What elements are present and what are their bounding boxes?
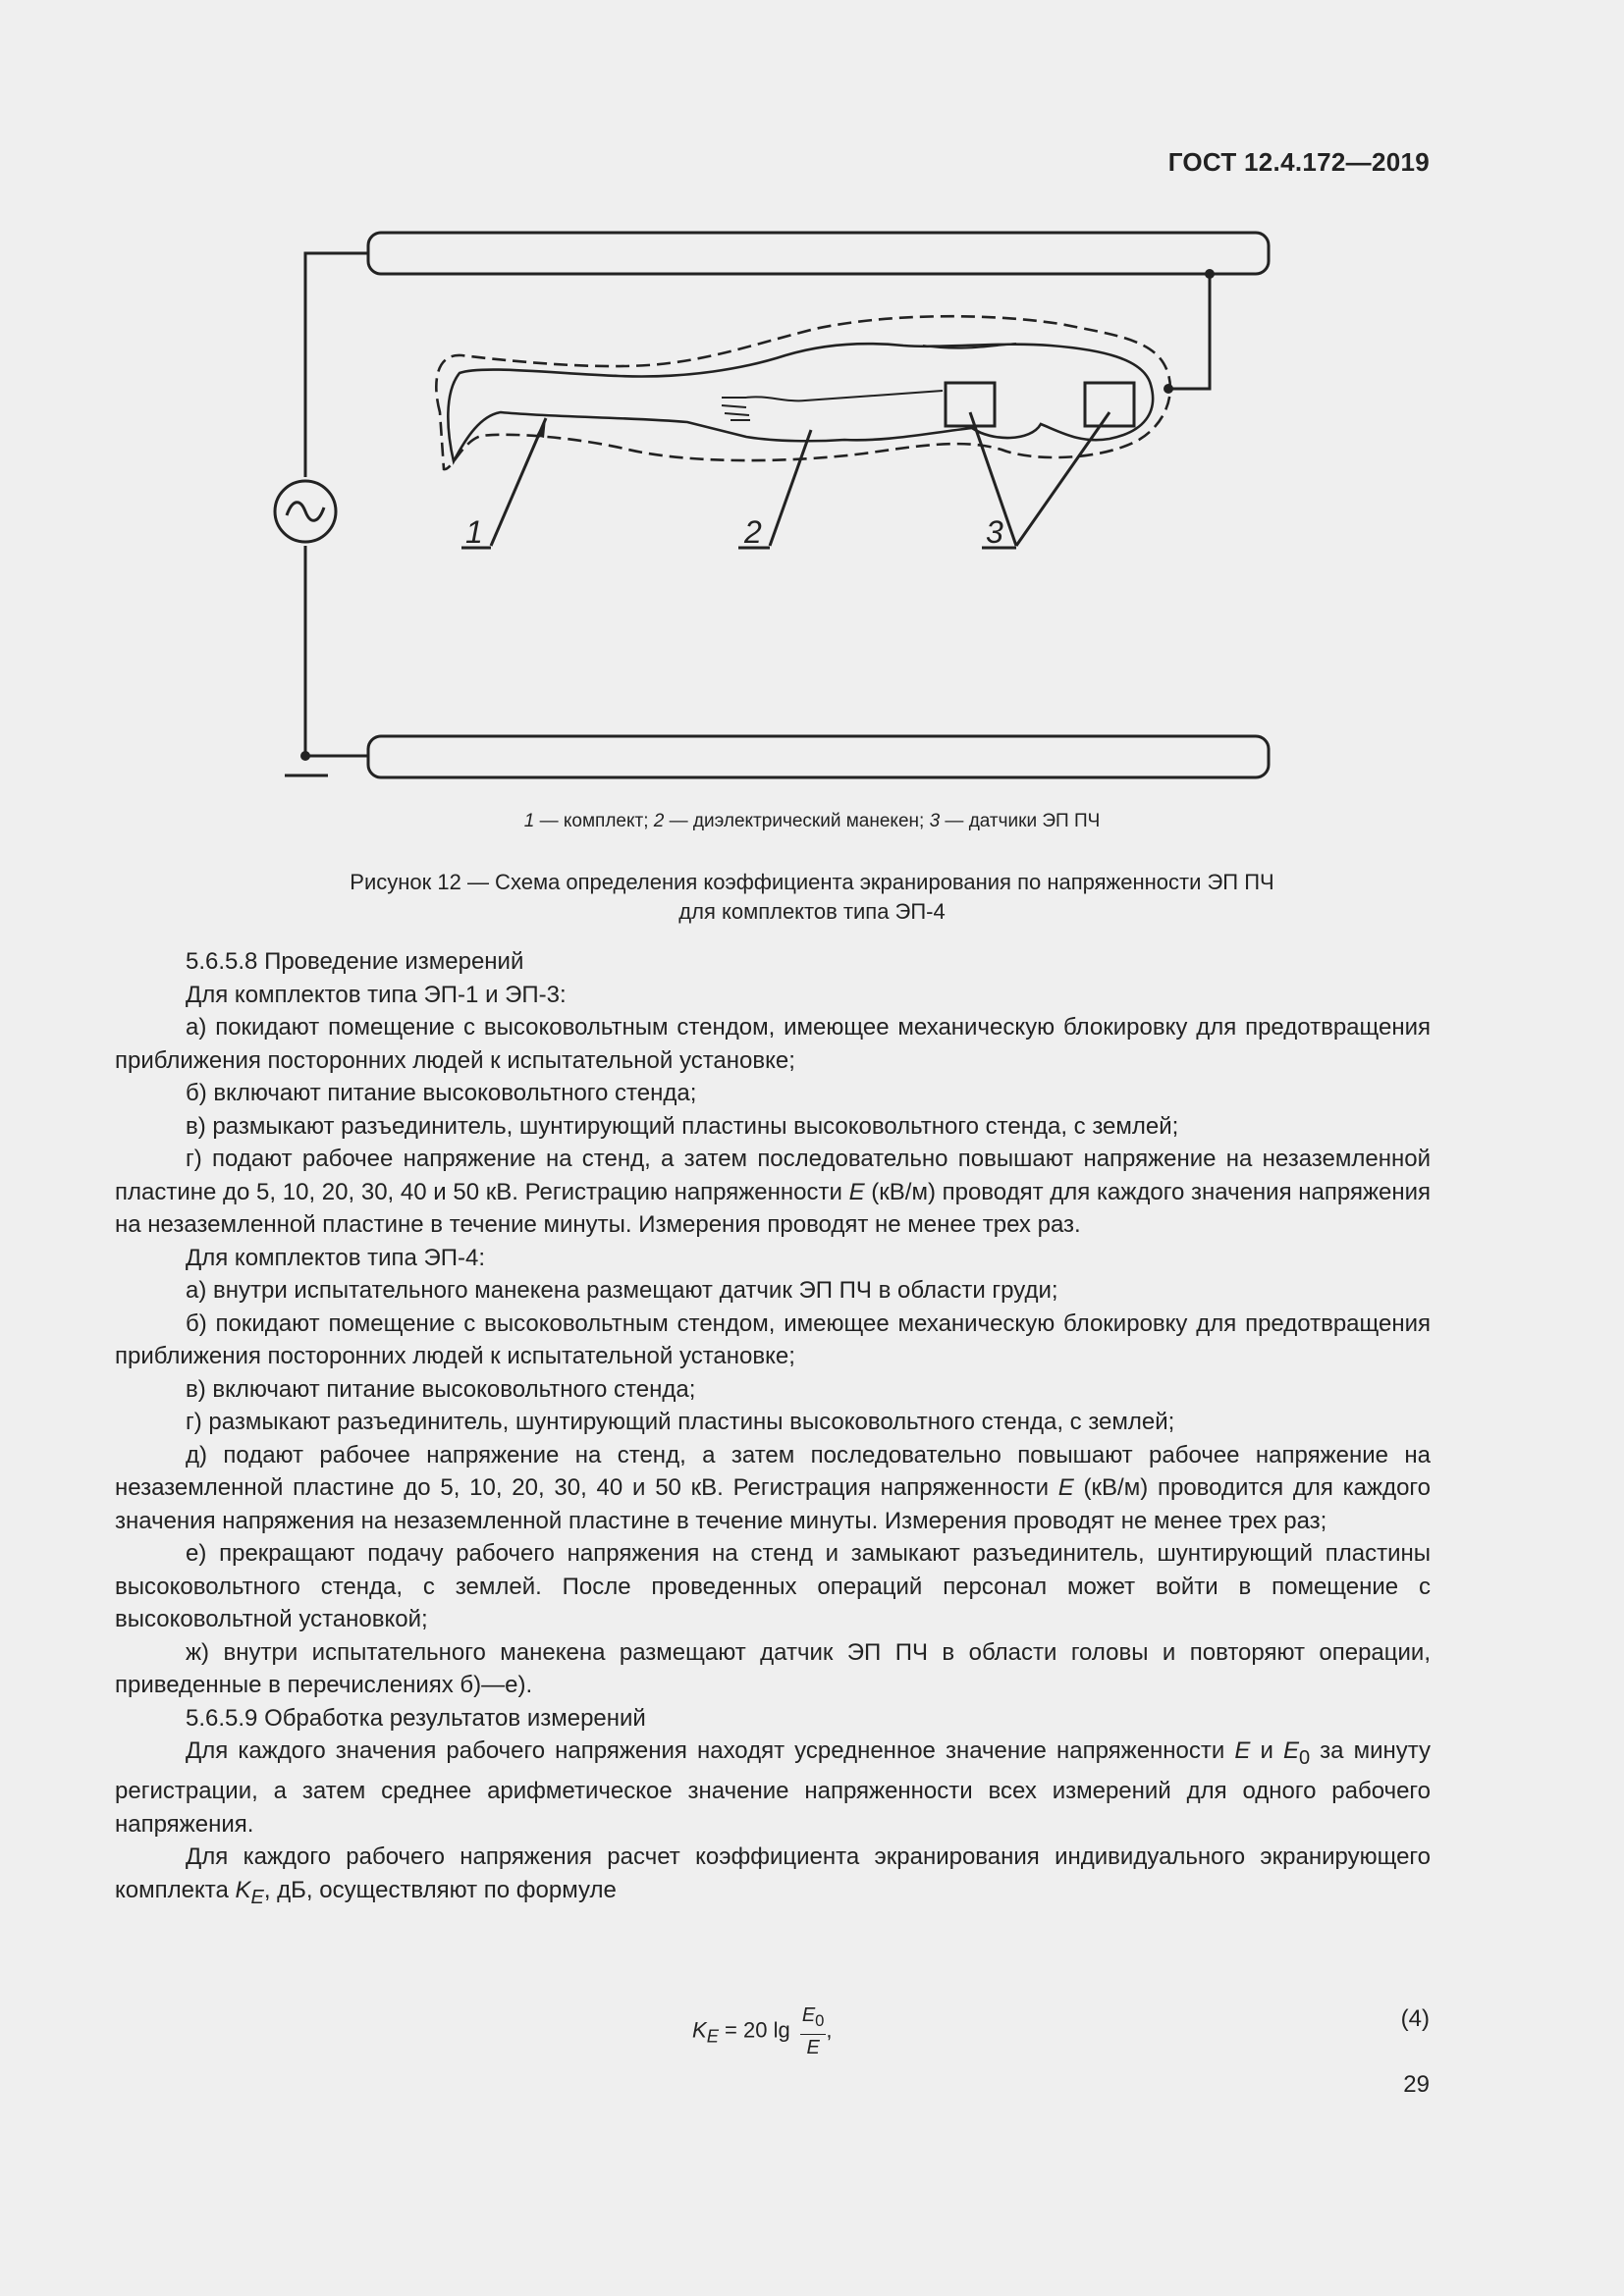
list-item: б) покидают помещение с высоковольтным стендом, имеющее механическую блокировку для предотвращения приближения посторонних людей к испытательной установке; (115, 1309, 1431, 1369)
sensor-head (1085, 383, 1134, 426)
list-item: в) размыкают разъединитель, шунтирующий пластины высоковольтного стенда, с землей; (186, 1112, 1179, 1140)
right-wire (1168, 274, 1210, 389)
figure-12-diagram (0, 0, 1624, 805)
list-item: в) включают питание высоковольтного стенда; (186, 1375, 696, 1403)
list-item: ж) внутри испытательного манекена размещают датчик ЭП ПЧ в области головы и повторяют операции, приведенные в перечислениях б)—е). (115, 1638, 1431, 1698)
sensor-chest (946, 383, 995, 426)
figure-title: Рисунок 12 — Схема определения коэффициента экранирования по напряженности ЭП ПЧ для комплектов типа ЭП-4 (350, 870, 1274, 924)
bottom-plate (368, 736, 1269, 777)
list-item: а) внутри испытательного манекена размещают датчик ЭП ПЧ в области груди; (186, 1277, 1058, 1304)
left-wire-lower (305, 546, 368, 756)
section-heading-5-6-5-9: 5.6.5.9 Обработка результатов измерений (186, 1704, 646, 1732)
figure-legend: 1 — комплект; 2 — диэлектрический манекен; 3 — датчики ЭП ПЧ (523, 811, 1101, 831)
equation-number: (4) (1400, 2005, 1430, 2032)
paragraph: Для комплектов типа ЭП-4: (186, 1244, 486, 1271)
suit-outline (436, 316, 1170, 469)
body-text (115, 945, 1431, 1914)
left-wire (305, 253, 368, 477)
list-item: г) размыкают разъединитель, шунтирующий пластины высоковольтного стенда, с землей; (186, 1409, 1175, 1435)
callout-2: 2 (744, 514, 762, 550)
paragraph: Для каждого значения рабочего напряжения находят усредненное значение напряженности E и $E_0$ за минуту регистрации, а затем среднее арифметическое значение напряженности всех измерений для одного рабочего напряжения. (115, 1737, 1432, 1838)
paragraph: Для комплектов типа ЭП-1 и ЭП-3: (186, 981, 567, 1008)
list-item: г) подают рабочее напряжение на стенд, а затем последовательно повышают напряжение на незаземленной пластине до 5, 10, 20, 30, 40 и 50 кВ. Регистрацию напряженности E (кВ/м) проводят для каждого значения напряжения на незаземленной пластине в течение минуты. Измерения проводят не менее трех раз. (115, 1146, 1432, 1238)
callout-1: 1 (465, 514, 483, 550)
paragraph: Для каждого рабочего напряжения расчет коэффициента экранирования индивидуального экранирующего комплекта $K_E$, дБ, осуществляют по формуле (115, 1843, 1431, 1908)
document-header: ГОСТ 12.4.172—2019 (1167, 147, 1430, 177)
list-item: б) включают питание высоковольтного стенда; (186, 1080, 697, 1106)
list-item: д) подают рабочее напряжение на стенд, а затем последовательно повышают рабочее напряжение на незаземленной пластине до 5, 10, 20, 30, 40 и 50 кВ. Регистрация напряженности E (кВ/м) проводится для каждого значения напряжения на незаземленной пластине в течение минуты. Измерения проводят не менее трех раз; (115, 1441, 1432, 1534)
section-heading-5-6-5-8: 5.6.5.8 Проведение измерений (186, 948, 524, 975)
top-plate (368, 233, 1269, 274)
manikin-outline (448, 344, 1153, 461)
list-item: е) прекращают подачу рабочего напряжения на стенд и замыкают разъединитель, шунтирующий пластины высоковольтного стенда, с землей. После проведенных операций персонал может войти в помещение с высоковольтной установкой; (115, 1540, 1431, 1632)
page-number: 29 (1403, 2071, 1430, 2098)
list-item: а) покидают помещение с высоковольтным стендом, имеющее механическую блокировку для предотвращения приближения посторонних людей к испытательной установке; (115, 1014, 1431, 1074)
callout-3: 3 (986, 514, 1003, 550)
formula-4: $K_E = 20$ lg $\frac{E_0}{E}$ , (692, 2004, 833, 2058)
